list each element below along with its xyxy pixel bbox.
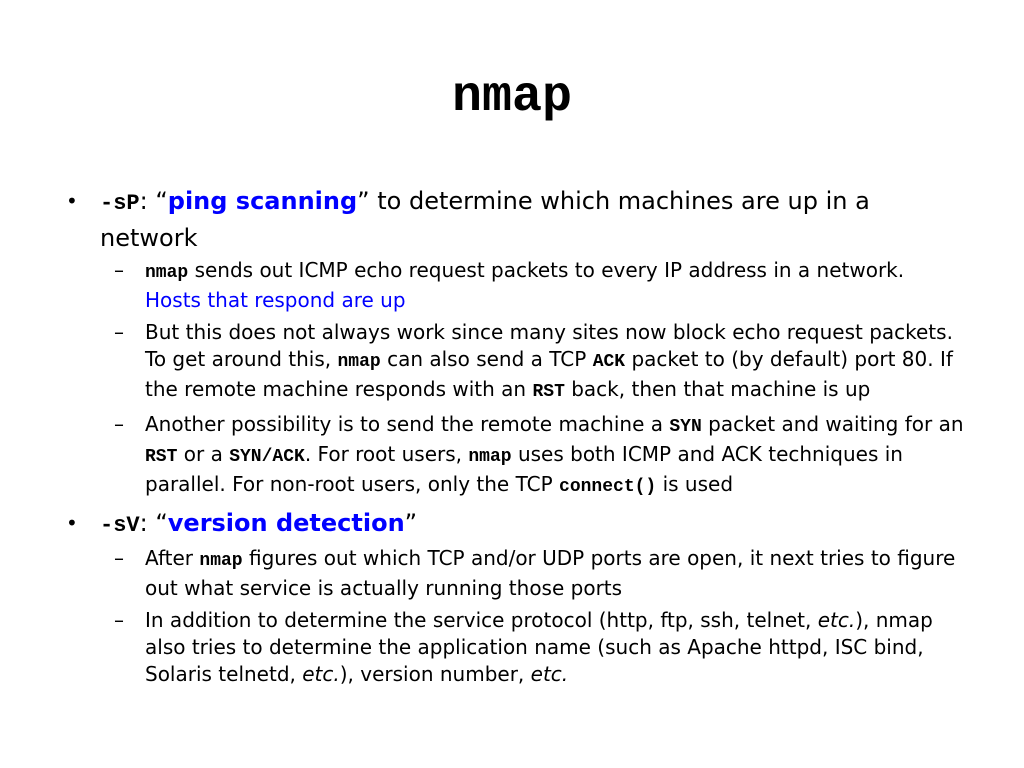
sub-bullet-ports [64, 545, 964, 602]
bullet-icon: • [66, 511, 78, 535]
code-rst: RST [145, 447, 178, 467]
dash-icon: – [114, 412, 124, 436]
sub-text: Another possibility is to send the remote machine a [145, 412, 670, 436]
sub-text: . For root users, [304, 442, 469, 466]
sub-text: ), nmap also tries to determine the application name (such as Apache httpd, ISC bind, Solaris telnetd, [145, 608, 933, 686]
etc-italic: etc. [302, 662, 340, 686]
term-version-detection: version detection [167, 509, 405, 537]
sub-bullet-icmp [64, 257, 964, 314]
sub-text: But this does not always work since many sites now block echo request packets. To get around this, [145, 320, 953, 371]
code-syn-ack: SYN/ACK [229, 447, 305, 467]
sub-text: figures out which TCP and/or UDP ports are open, it next tries to figure out what service is actually running those ports [145, 546, 956, 600]
slide-body [64, 184, 964, 693]
dash-icon: – [114, 608, 124, 632]
flag-colon: : [139, 509, 148, 537]
slide-title: nmap [451, 69, 573, 126]
sub-bullet-ack [64, 319, 964, 406]
flag-sv: -sV [100, 513, 140, 538]
code-syn: SYN [669, 417, 702, 437]
sub-text: or a [177, 442, 230, 466]
code-nmap: nmap [199, 551, 243, 571]
etc-italic: etc. [530, 662, 569, 686]
code-ack: ACK [592, 352, 626, 372]
code-rst: RST [532, 382, 565, 402]
sub-text: is used [656, 472, 734, 496]
highlight-hosts-up: Hosts that respond are up [145, 288, 406, 312]
sub-text: After [145, 546, 200, 570]
sub-text: can also send a TCP [380, 347, 593, 371]
term-ping-scanning: ping scanning [167, 187, 358, 215]
bullet-icon: • [66, 189, 78, 213]
close-quote: ” [357, 187, 370, 215]
code-nmap: nmap [337, 352, 381, 372]
etc-italic: etc. [817, 608, 856, 632]
code-connect: connect() [559, 477, 657, 497]
open-quote: “ [147, 187, 168, 215]
sub-text: In addition to determine the service protocol (http, ftp, ssh, telnet, [145, 608, 818, 632]
close-quote: ” [404, 509, 418, 537]
dash-icon: – [114, 546, 124, 570]
sub-bullet-syn [64, 411, 964, 501]
sub-text: packet and waiting for an [701, 412, 964, 436]
flag-colon: : [139, 187, 148, 215]
sub-text: back, then that machine is up [564, 377, 871, 401]
bullet-ping-scanning [64, 184, 964, 255]
sub-text: sends out ICMP echo request packets to every IP address in a network. [188, 258, 905, 282]
sub-text: packet to (by default) port 80. If the remote machine responds with an [145, 347, 953, 401]
sub-text: uses both ICMP and ACK techniques in parallel. For non-root users, only the TCP [145, 442, 903, 496]
bullet-version-detection [64, 506, 964, 543]
flag-sp: -sP [100, 191, 140, 216]
dash-icon: – [114, 320, 124, 344]
sub-text: ), version number, [339, 662, 531, 686]
bullet-text: to determine which machines are up in a network [100, 187, 870, 252]
dash-icon: – [114, 258, 124, 282]
open-quote: “ [147, 509, 168, 537]
code-nmap: nmap [145, 263, 189, 283]
sub-bullet-app-name [64, 607, 964, 688]
code-nmap: nmap [468, 447, 512, 467]
